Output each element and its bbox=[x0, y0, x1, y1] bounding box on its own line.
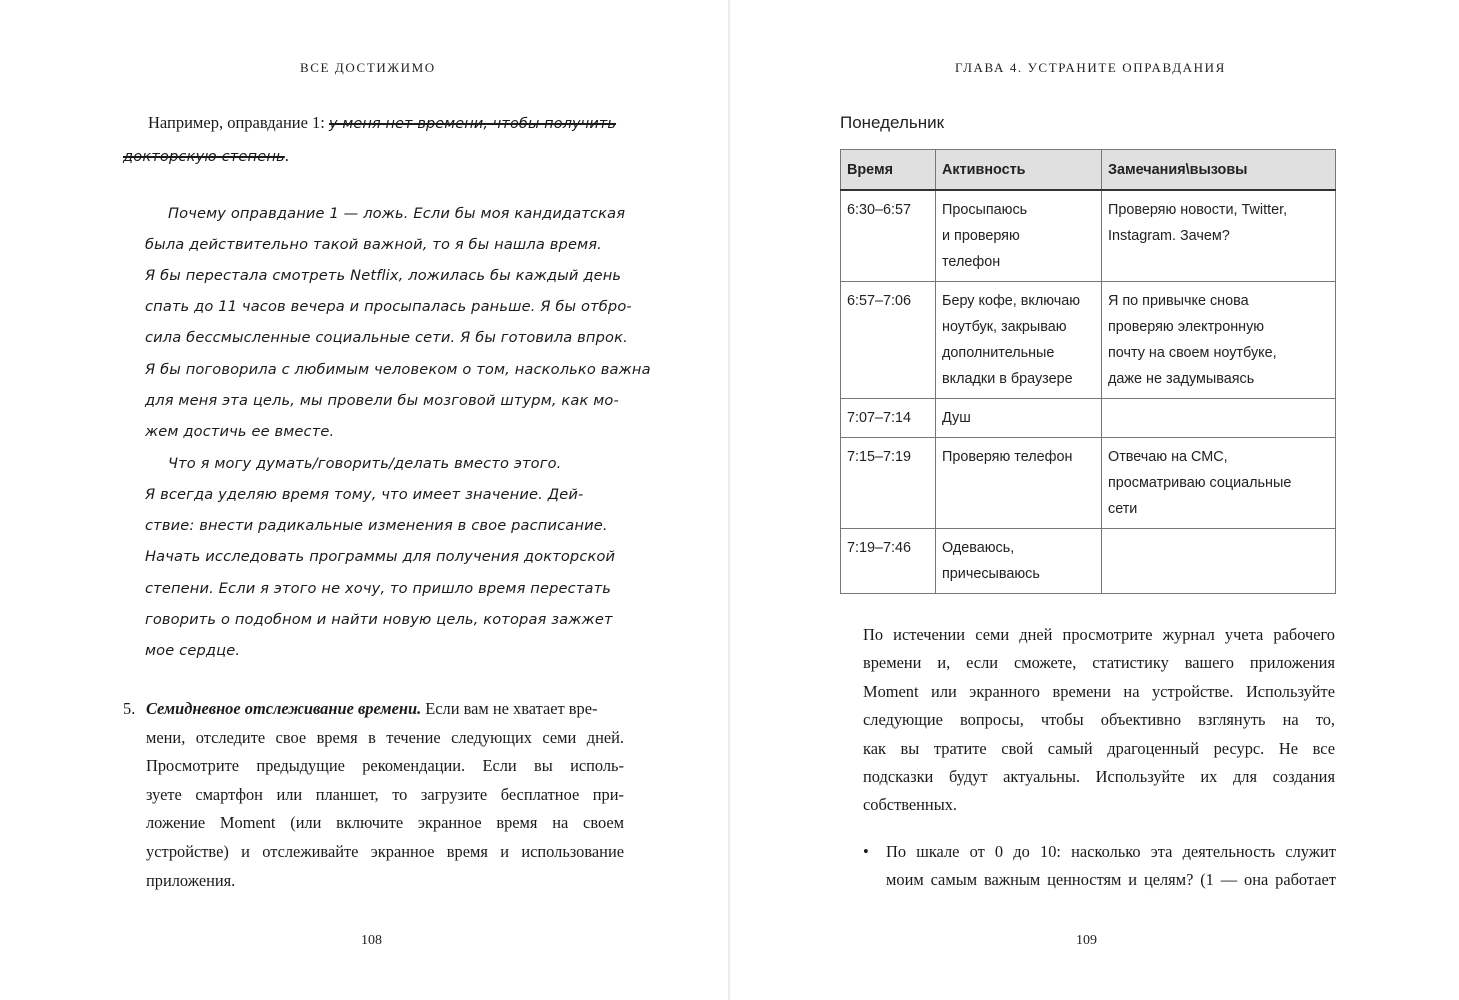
time-log-table bbox=[840, 149, 1336, 594]
list-item-line: приложения. bbox=[146, 870, 236, 890]
handwritten-line: Я бы поговорила с любимым человеком о том, насколько важна bbox=[145, 361, 651, 378]
example-end: . bbox=[284, 146, 289, 165]
struck-excuse-part2: докторскую степень bbox=[123, 148, 285, 165]
running-head-left: ВСЕ ДОСТИЖИМО bbox=[300, 60, 436, 75]
struck-excuse-part1: у меня нет времени, чтобы получить bbox=[329, 116, 617, 132]
handwritten-line: была действительно такой важной, то я бы нашла время. bbox=[145, 236, 602, 253]
table-header-time: Время bbox=[841, 150, 936, 191]
paragraph-line: По истечении семи дней просмотрите журнал учета рабочего bbox=[863, 625, 1335, 644]
cell-activity bbox=[936, 529, 1102, 594]
paragraph-line: времени и, если сможете, статистику вашего приложения bbox=[863, 653, 1335, 673]
cell-line: Душ bbox=[942, 410, 971, 426]
cell-line: Одеваюсь, bbox=[942, 540, 1015, 556]
cell-line: просматриваю социальные bbox=[1108, 475, 1292, 491]
list-item-body bbox=[146, 695, 624, 895]
cell-notes bbox=[1102, 529, 1336, 594]
cell-line: проверяю электронную bbox=[1108, 319, 1265, 335]
example-excuse-line-2 bbox=[123, 146, 289, 166]
handwritten-line: жем достичь ее вместе. bbox=[145, 423, 335, 440]
list-item-number: 5. bbox=[123, 699, 136, 718]
list-item-line: зуете смартфон или планшет, то загрузите бесплатное при- bbox=[146, 784, 624, 804]
cell-time: 7:19–7:46 bbox=[841, 529, 936, 594]
cell-line: телефон bbox=[942, 254, 1001, 270]
cell-line: Просыпаюсь bbox=[942, 202, 1028, 218]
bullet-line: По шкале от 0 до 10: насколько эта деятельность служит bbox=[886, 842, 1336, 861]
cell-time: 7:15–7:19 bbox=[841, 438, 936, 529]
table-row bbox=[841, 282, 1336, 399]
handwritten-line: сила бессмысленные социальные сети. Я бы готовила впрок. bbox=[145, 329, 628, 346]
page-number-right: 109 bbox=[1076, 933, 1097, 948]
body-paragraph bbox=[863, 621, 1335, 820]
example-excuse-line bbox=[148, 113, 616, 133]
cell-line: даже не задумываясь bbox=[1108, 371, 1255, 387]
cell-line: и проверяю bbox=[942, 228, 1020, 244]
cell-line: Отвечаю на СМС, bbox=[1108, 449, 1228, 465]
cell-time: 6:57–7:06 bbox=[841, 282, 936, 399]
running-head-right: ГЛАВА 4. УСТРАНИТЕ ОПРАВДАНИЯ bbox=[955, 60, 1226, 75]
list-item-line-rest: Если вам не хватает вре- bbox=[421, 699, 598, 718]
cell-time: 6:30–6:57 bbox=[841, 190, 936, 282]
page-number-left: 108 bbox=[361, 933, 382, 948]
handwritten-line: ствие: внести радикальные изменения в свое расписание. bbox=[145, 517, 608, 534]
paragraph-line: подсказки будут актуальны. Используйте их для создания bbox=[863, 767, 1335, 787]
cell-line: почту на своем ноутбуке, bbox=[1108, 345, 1277, 361]
handwritten-line: мое сердце. bbox=[145, 642, 241, 659]
list-item-line: Просмотрите предыдущие рекомендации. Если вы исполь- bbox=[146, 756, 624, 776]
cell-notes bbox=[1102, 282, 1336, 399]
list-item-bold-lead: Семидневное отслеживание времени. bbox=[146, 699, 422, 718]
table-header-notes: Замечания\вызовы bbox=[1102, 150, 1336, 191]
cell-line: ноутбук, закрываю bbox=[942, 319, 1067, 335]
right-page bbox=[730, 0, 1459, 1000]
handwritten-line: для меня эта цель, мы провели бы мозговой штурм, как мо- bbox=[145, 392, 619, 409]
cell-activity bbox=[936, 190, 1102, 282]
cell-activity bbox=[936, 399, 1102, 438]
cell-line: Беру кофе, включаю bbox=[942, 293, 1081, 309]
list-item-line bbox=[146, 695, 624, 724]
cell-line: Проверяю телефон bbox=[942, 449, 1073, 465]
list-item-line: мени, отследите свое время в течение следующих семи дней. bbox=[146, 727, 624, 747]
table-row bbox=[841, 399, 1336, 438]
cell-activity bbox=[936, 438, 1102, 529]
cell-line: Я по привычке снова bbox=[1108, 293, 1249, 309]
handwritten-line: Я всегда уделяю время тому, что имеет значение. Дей- bbox=[145, 486, 584, 503]
cell-notes bbox=[1102, 438, 1336, 529]
cell-line: Проверяю новости, Twitter, bbox=[1108, 202, 1288, 218]
cell-line: сети bbox=[1108, 501, 1138, 517]
paragraph-line: собственных. bbox=[863, 795, 958, 815]
cell-time: 7:07–7:14 bbox=[841, 399, 936, 438]
cell-notes bbox=[1102, 190, 1336, 282]
table-row bbox=[841, 190, 1336, 282]
table-row bbox=[841, 529, 1336, 594]
table-body bbox=[841, 190, 1336, 594]
list-item-line: устройстве) и отслеживайте экранное время и использование bbox=[146, 841, 624, 861]
cell-notes bbox=[1102, 399, 1336, 438]
day-title: Понедельник bbox=[840, 113, 945, 132]
handwritten-line: Я бы перестала смотреть Netflix, ложилась бы каждый день bbox=[145, 267, 622, 284]
table-header-row bbox=[841, 150, 1336, 191]
bullet-body bbox=[886, 838, 1336, 895]
paragraph-line: Moment или экранного времени на устройстве. Используйте bbox=[863, 681, 1335, 701]
handwritten-line: степени. Если я этого не хочу, то пришло время перестать bbox=[145, 580, 611, 597]
table-row bbox=[841, 438, 1336, 529]
list-item-line: ложение Moment (или включите экранное время на своем bbox=[146, 813, 624, 833]
cell-line: Instagram. Зачем? bbox=[1108, 228, 1230, 244]
cell-line: причесываюсь bbox=[942, 566, 1040, 582]
handwritten-line: говорить о подобном и найти новую цель, которая зажжет bbox=[145, 611, 613, 628]
handwritten-line: спать до 11 часов вечера и просыпалась раньше. Я бы отбро- bbox=[145, 298, 632, 315]
bullet-marker: • bbox=[863, 842, 869, 861]
example-lead: Например, оправдание 1: bbox=[148, 113, 330, 132]
left-page bbox=[0, 0, 729, 1000]
cell-line: вкладки в браузере bbox=[942, 371, 1073, 387]
cell-activity bbox=[936, 282, 1102, 399]
handwritten-line: Что я могу думать/говорить/делать вместо этого. bbox=[168, 455, 562, 472]
table-header-activity: Активность bbox=[936, 150, 1102, 191]
paragraph-line: следующие вопросы, чтобы объективно взглянуть на то, bbox=[863, 710, 1335, 730]
bullet-line: моим самым важным ценностям и целям? (1 — она работает bbox=[886, 870, 1336, 890]
handwritten-line: Почему оправдание 1 — ложь. Если бы моя кандидатская bbox=[168, 205, 626, 222]
paragraph-line: как вы тратите свой самый драгоценный ресурс. Не все bbox=[863, 738, 1335, 758]
cell-line: дополнительные bbox=[942, 345, 1055, 361]
handwritten-line: Начать исследовать программы для получения докторской bbox=[145, 548, 616, 565]
